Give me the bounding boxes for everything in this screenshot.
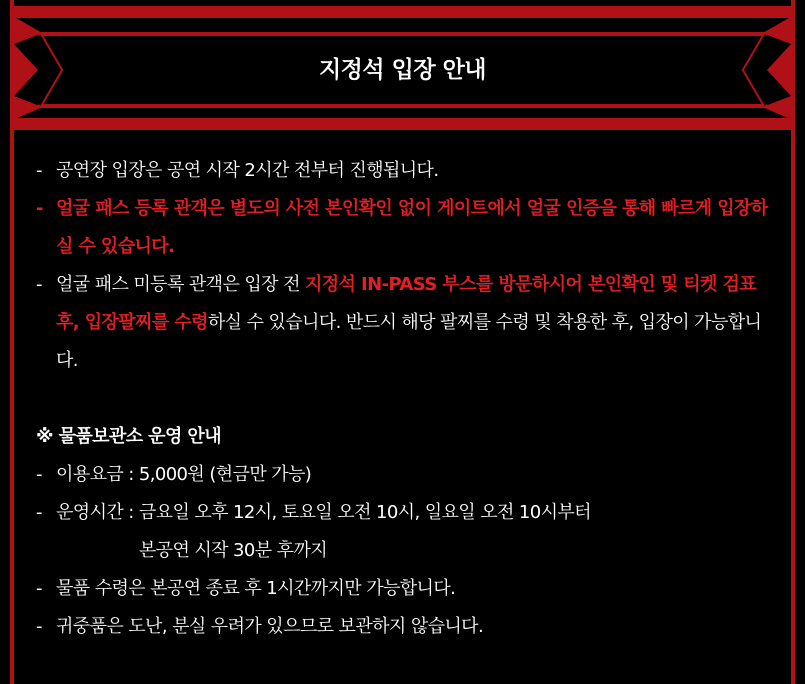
bullet: - — [36, 616, 42, 637]
in-pass-highlight: 지정석 IN-PASS 부스를 방문하시어 본인확인 및 티켓 검표 후, 입장팔찌를 수령 — [56, 274, 757, 333]
unregistered-prefix: 얼굴 패스 미등록 관객은 입장 전 — [56, 274, 305, 295]
list-item — [36, 494, 776, 570]
storage-title: ※ 물품보관소 운영 안내 — [36, 426, 221, 447]
bullet: - — [36, 578, 42, 599]
bullet: - — [36, 464, 42, 485]
bullet: - — [36, 198, 43, 219]
fee-value: 5,000원 (현금만 가능) — [138, 464, 312, 485]
hours-text — [56, 494, 776, 570]
bullet: - — [36, 274, 42, 295]
list-item — [36, 152, 776, 190]
list-item — [36, 266, 776, 380]
list-item — [36, 190, 776, 266]
list-item — [36, 456, 776, 494]
list-item — [36, 608, 776, 646]
notice-content — [36, 152, 776, 646]
bullet: - — [36, 502, 42, 523]
hours-value — [139, 494, 591, 570]
fee-text — [56, 456, 776, 494]
hours-label: 운영시간 : — [56, 502, 139, 523]
entry-time-text: 공연장 입장은 공연 시작 2시간 전부터 진행됩니다. — [56, 160, 439, 181]
bullet: - — [36, 160, 42, 181]
face-pass-text: 얼굴 패스 등록 관객은 별도의 사전 본인확인 없이 게이트에서 얼굴 인증을 통해 빠르게 입장하실 수 있습니다. — [56, 198, 768, 257]
list-item — [36, 570, 776, 608]
fee-label: 이용요금 : — [56, 464, 139, 485]
unregistered-text — [56, 266, 776, 380]
unregistered-suffix: 하실 수 있습니다. 반드시 해당 팔찌를 수령 및 착용한 후, 입장이 가능합니다. — [56, 312, 762, 371]
valuables-text: 귀중품은 도난, 분실 우려가 있으므로 보관하지 않습니다. — [56, 616, 484, 637]
hours-line-2: 본공연 시작 30분 후까지 — [138, 540, 328, 561]
pickup-text: 물품 수령은 본공연 종료 후 1시간까지만 가능합니다. — [56, 578, 456, 599]
page-title: 지정석 입장 안내 — [318, 57, 487, 83]
hours-line-1: 금요일 오후 12시, 토요일 오전 10시, 일요일 오전 10시부터 — [138, 502, 591, 523]
